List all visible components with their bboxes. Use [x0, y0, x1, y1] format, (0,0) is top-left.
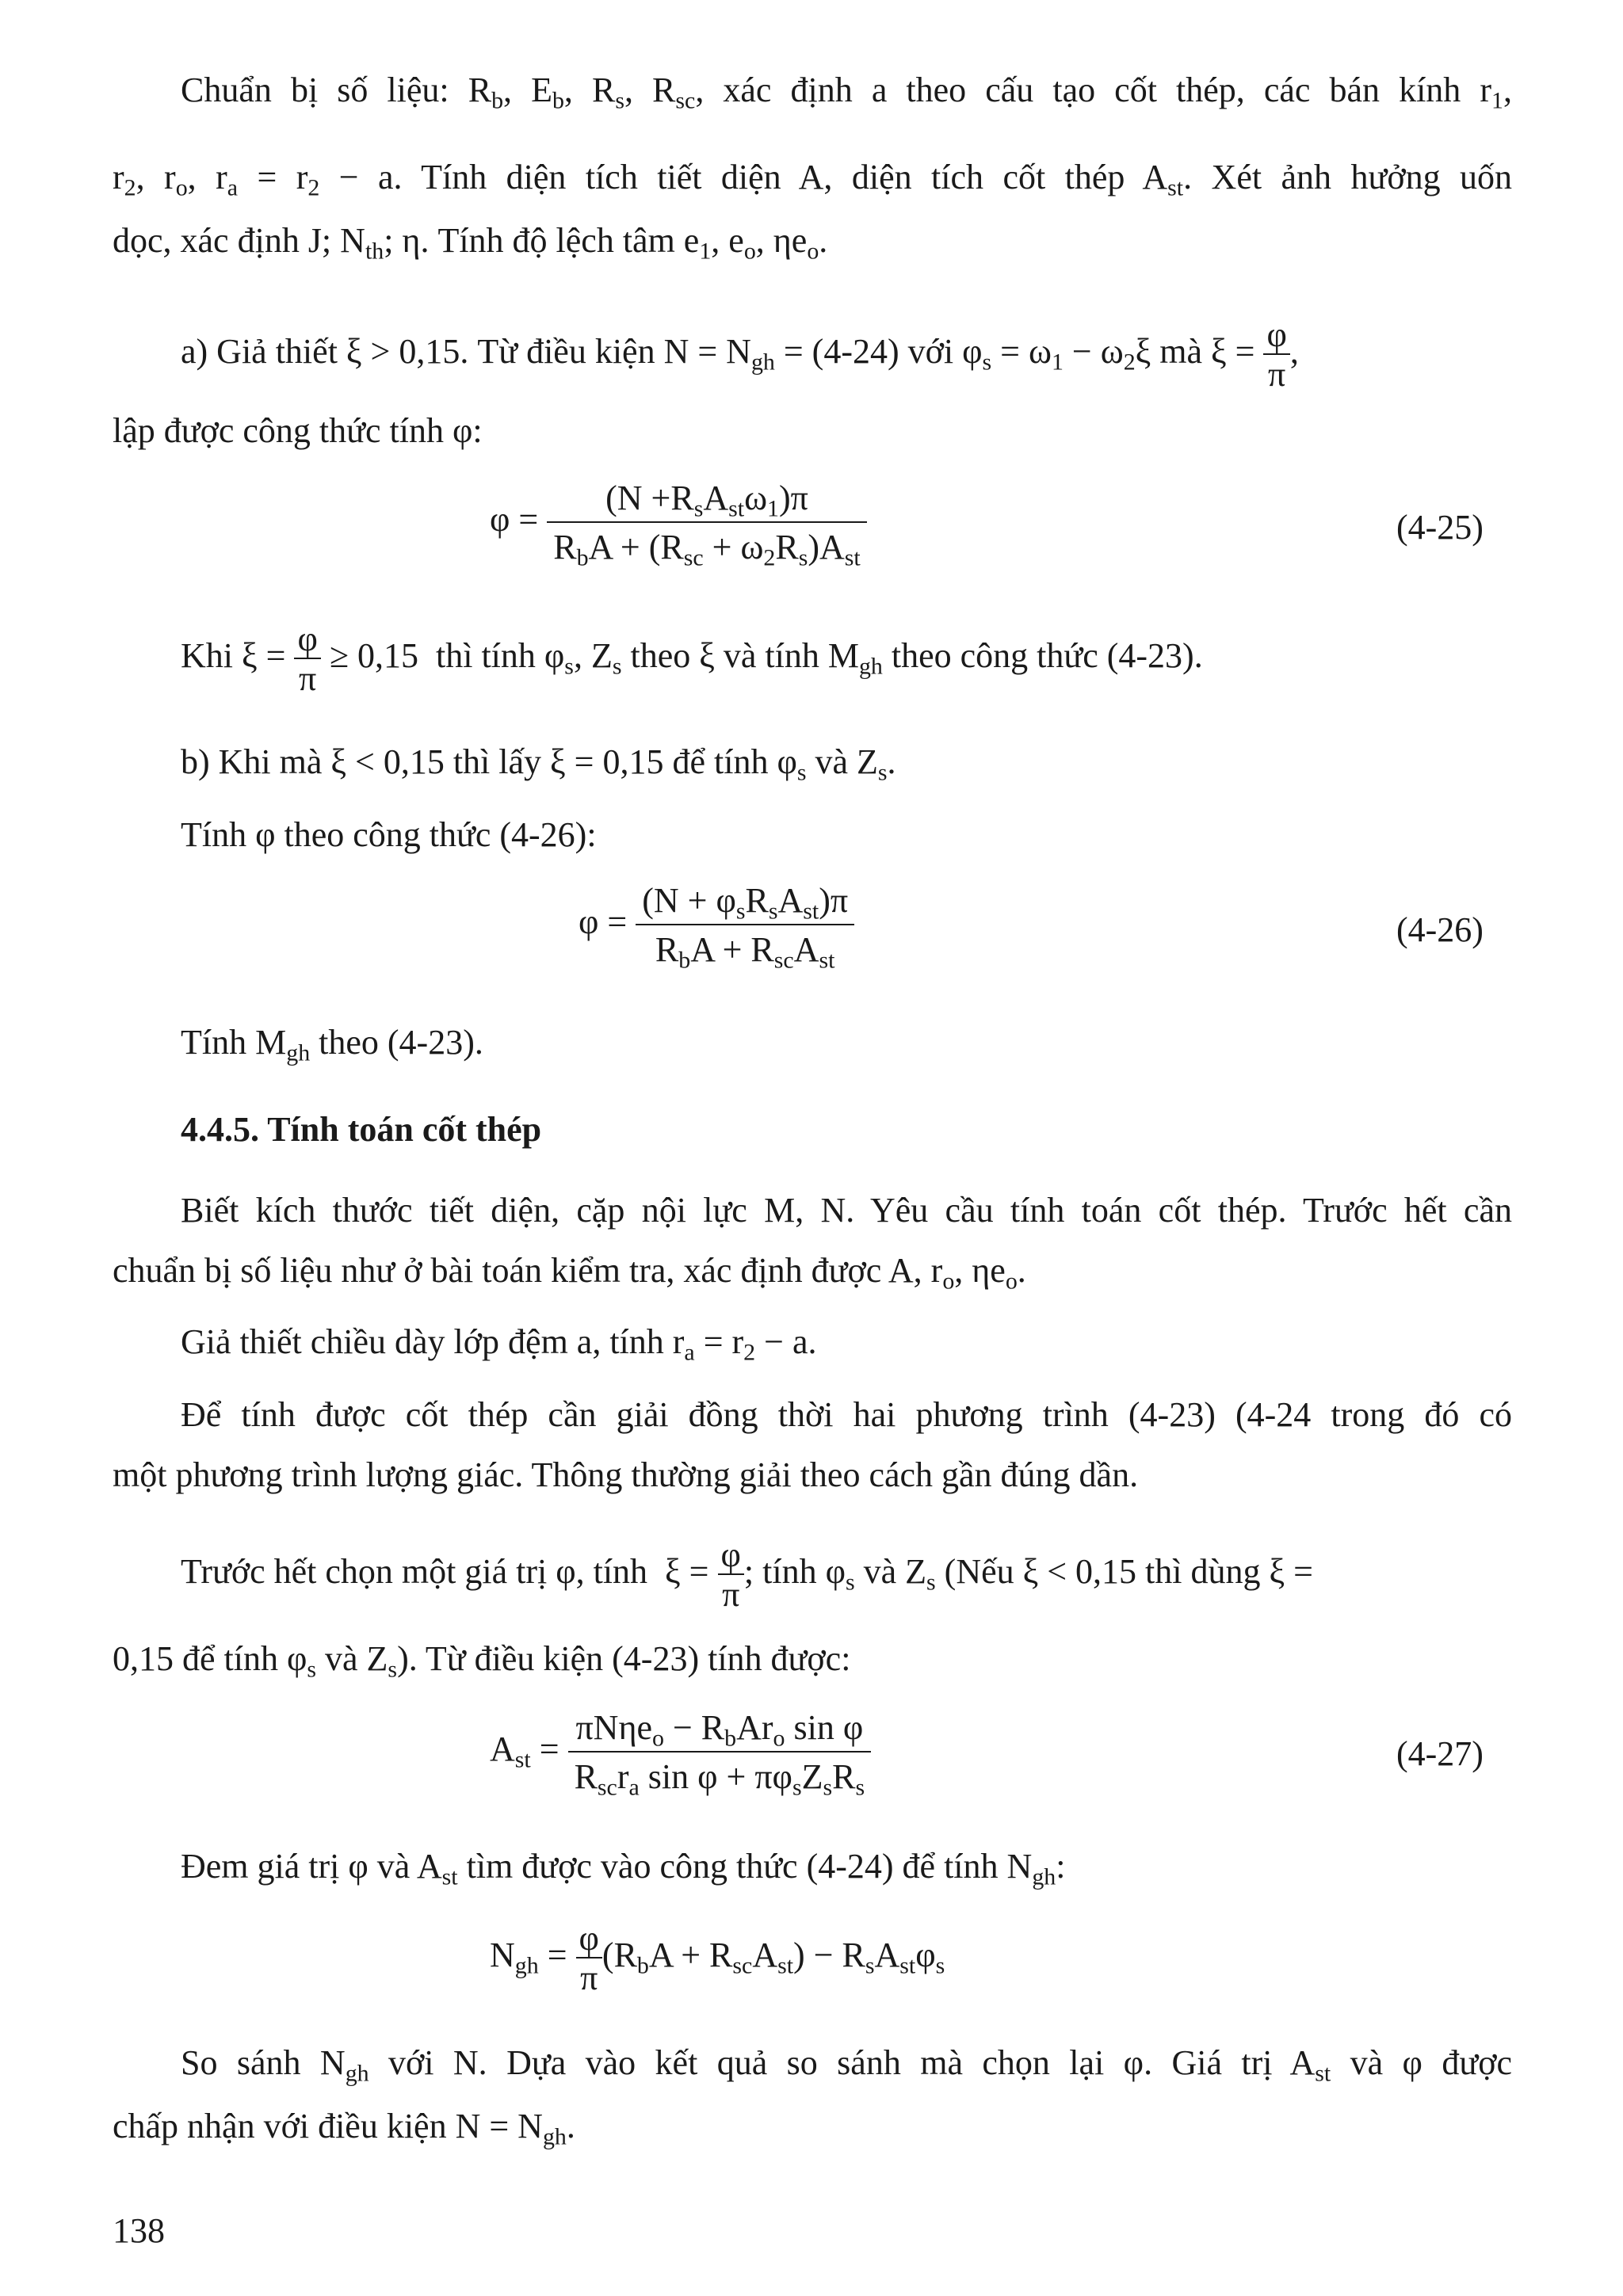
para-8: Giả thiết chiều dày lớp đệm a, tính $r_a = r_2 - a$.	[181, 1322, 817, 1366]
page-number: 138	[113, 2211, 165, 2250]
equation-4-25: φ = $\frac{(N +R_sA_{st}\omega_1)\pi}{R_bA + (R_{sc} + \omega_2R_s)A_{st}}$	[490, 479, 867, 567]
para-9-line-2: một phương trình lượng giác. Thông thường giải theo cách gần đúng dần.	[113, 1455, 1139, 1494]
section-heading: 4.4.5. Tính toán cốt thép	[181, 1110, 542, 1149]
para-12-line-2: chấp nhận với điều kiện $N = N_{gh}$.	[113, 2107, 575, 2150]
equation-4-26: φ = $\frac{(N + \varphi_sR_sA_{st})\pi}{R_bA + R_{sc}A_{st}}$	[579, 881, 854, 970]
para-7-line-2: chuẩn bị số liệu như ở bài toán kiểm tra, xác định được A, $r_o$, $\eta e_o$.	[113, 1251, 1026, 1295]
para-9-line-1: Để tính được cốt thép cần giải đồng thời hai phương trình (4-23) (4-24 trong đó có	[181, 1395, 1512, 1434]
para-10-line-2: 0,15 để tính $\varphi_s$ và $Z_s$). Từ điều kiện (4-23) tính được:	[113, 1639, 851, 1683]
para-7-line-1: Biết kích thước tiết diện, cặp nội lực M, N. Yêu cầu tính toán cốt thép. Trước hết cần	[181, 1191, 1512, 1230]
para-1-line-2: $r_2$, $r_o$, $r_a = r_2 - a$. Tính diện tích tiết diện A, diện tích cốt thép $A_{st}$. Xét ảnh hưởng uốn	[113, 158, 1513, 201]
para-5: Tính φ theo công thức (4-26):	[181, 815, 597, 854]
para-2-line-2: lập được công thức tính φ:	[113, 411, 483, 450]
equation-ngh: $N_{gh}$ = $\frac{\varphi}{\pi}$ $(R_bA + R_{sc}A_{st}) - R_sA_{st}\varphi_s$	[490, 1919, 945, 1997]
para-4: b) Khi mà ξ < 0,15 thì lấy ξ = 0,15 để tính $\varphi_s$ và $Z_s$.	[181, 742, 896, 786]
para-10-line-1: Trước hết chọn một giá trị φ, tính ξ = $\frac{\varphi}{\pi}$ ; tính $\varphi_s$ và $Z_s$ (Nếu ξ < 0,15 thì dùng ξ =	[181, 1535, 1313, 1614]
para-2-line-1: a) Giả thiết ξ > 0,15. Từ điều kiện $N = N_{gh} = (4-24)$ với $\varphi_s = \omega_1 - \omega_2\xi$ mà ξ = $\frac{\varphi}{\pi}$ ,	[181, 315, 1299, 394]
para-12-line-1: So sánh $N_{gh}$ với N. Dựa vào kết quả so sánh mà chọn lại φ. Giá trị $A_{st}$ và φ được	[181, 2043, 1512, 2087]
para-6: Tính $M_{gh}$ theo (4-23).	[181, 1023, 483, 1066]
para-11: Đem giá trị φ và $A_{st}$ tìm được vào công thức (4-24) để tính $N_{gh}$:	[181, 1847, 1066, 1890]
para-1-line-3: dọc, xác định J; $N_{th}$; η. Tính độ lệch tâm $e_1$, $e_o$, $\eta e_o$.	[113, 221, 828, 265]
para-3: Khi ξ = $\frac{\varphi}{\pi}$ ≥ 0,15 thì tính $\varphi_s$, $Z_s$ theo ξ và tính $M_{gh}$ theo công thức (4-23).	[181, 620, 1203, 698]
equation-number-4-26: (4-26)	[1396, 910, 1484, 949]
equation-number-4-25: (4-25)	[1396, 508, 1484, 547]
equation-4-27: $A_{st}$ = $\frac{\pi N\eta e_o - R_bAr_o \sin \varphi}{R_{sc}r_a \sin \varphi + \pi\varphi_sZ_sR_s}$	[490, 1708, 871, 1797]
para-1-line-1: Chuẩn bị số liệu: $R_b$, $E_b$, $R_s$, $R_{sc}$, xác định a theo cấu tạo cốt thép, các bán kính $r_1$,	[181, 71, 1512, 114]
equation-number-4-27: (4-27)	[1396, 1734, 1484, 1773]
